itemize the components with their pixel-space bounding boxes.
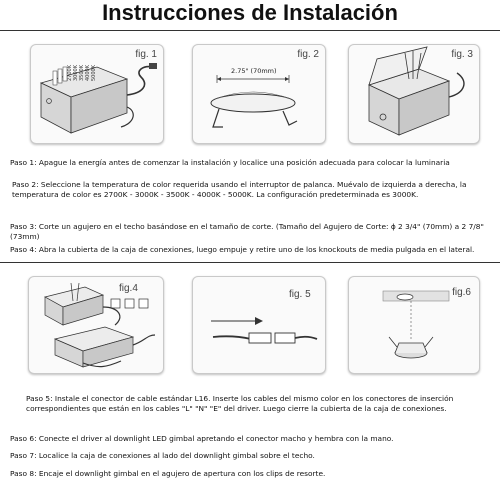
figure-6 [348,276,480,374]
step-3: Paso 3: Corte un agujero en el techo basándose en el tamaño de corte. (Tamaño del Agujero de Corte: ϕ 2 3/4" (70mm) a 2 7/8" (73mm) [10,222,484,241]
step-5: Paso 5: Instale el conector de cable estándar L16. Inserte los cables del mismo color en los conectores de inserción correspondientes que están en los cables "L" "N" "E" del driver. Luego cierre la cubierta de la caja de conexiones. [26,394,454,413]
step-6: Paso 6: Conecte el driver al downlight LED gimbal apretando el conector macho y hembra con la mano. [10,434,394,443]
switch-option: 3000K [73,64,79,81]
step-7: Paso 7: Localice la caja de conexiones al lado del downlight gimbal sobre el techo. [10,451,315,460]
step-8: Paso 8: Encaje el downlight gimbal en el agujero de apertura con los clips de resorte. [10,469,326,478]
step-4: Paso 4: Abra la cubierta de la caja de conexiones, luego empuje y retire uno de los knockouts de media pulgada en el lateral. [10,245,475,254]
figure-4-label: fig.4 [119,283,138,294]
figure-5-label: fig. 5 [289,289,311,300]
figure-6-label: fig.6 [452,287,471,298]
switch-option: 2700K [67,64,73,81]
figure-2-label: fig. 2 [297,49,319,60]
driver-connector-icon [29,277,163,373]
figure-4 [28,276,164,374]
switch-option: 5000K [91,64,97,81]
figure-3 [348,44,480,144]
figure-5 [192,276,326,374]
figure-2 [192,44,326,144]
page-title: Instrucciones de Instalación [102,0,398,25]
figure-3-label: fig. 3 [451,49,473,60]
figure-1 [30,44,164,144]
switch-option: 3500K [79,64,85,81]
figure-1-label: fig. 1 [135,49,157,60]
step-1: Paso 1: Apague la energía antes de comenzar la instalación y localice una posición adecuada para colocar la luminaria [10,158,450,167]
step-2: Paso 2: Seleccione la temperatura de color requerida usando el interruptor de palanca. Muévalo de izquierda a derecha, la temperatura de color es 2700K - 3000K - 3500K - 4000K - 5000K. La configuración predeterminada es 3000K. [12,180,467,199]
top-rule [0,30,500,31]
switch-option: 4000K [85,64,91,81]
middle-rule [0,262,500,263]
cut-dimension: 2.75" (70mm) [231,67,277,75]
